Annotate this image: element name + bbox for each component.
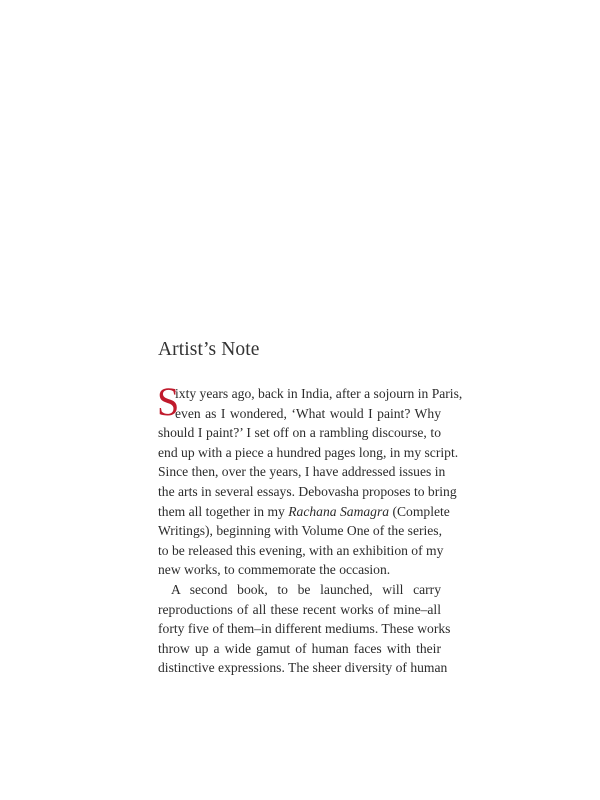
- paragraph-2-line-4: throw up a wide gamut of human faces with their: [158, 640, 441, 656]
- paragraph-1-line-2: even as I wondered, ‘What would I paint? Why: [175, 405, 441, 421]
- body-text: [157, 379, 463, 678]
- paragraph-2-line-3: forty five of them–in different mediums. These works: [158, 621, 451, 637]
- paragraph-2-line-1: A second book, to be launched, will carry: [171, 581, 441, 597]
- paragraph-1-line-1: S ixty years ago, back in India, after a sojourn in Paris,: [157, 379, 463, 424]
- paragraph-1-line-8: Writings), beginning with Volume One of the series,: [158, 523, 443, 539]
- book-title-italic: Rachana Samagra: [288, 503, 390, 519]
- paragraph-2-line-2: reproductions of all these recent works of mine–all: [158, 601, 441, 617]
- paragraph-1-line-4: end up with a piece a hundred pages long, in my script.: [158, 444, 459, 460]
- page-title: Artist’s Note: [158, 339, 260, 360]
- paragraph-1-line-7: [158, 502, 450, 522]
- paragraph-1-line-3: should I paint?’ I set off on a rambling discourse, to: [158, 425, 441, 441]
- paragraph-2-line-5: distinctive expressions. The sheer diversity of human: [158, 660, 448, 676]
- paragraph-1-line-9: to be released this evening, with an exhibition of my: [158, 542, 444, 558]
- paragraph-1-line-5: Since then, over the years, I have addressed issues in: [158, 464, 446, 480]
- line-7-text-b: (Complete: [389, 503, 450, 519]
- paragraph-1-line-6: the arts in several essays. Debovasha proposes to bring: [158, 483, 457, 499]
- paragraph-1-line-10: new works, to commemorate the occasion.: [158, 562, 391, 578]
- drop-cap: S: [157, 379, 180, 424]
- line-7-text-a: them all together in my: [158, 503, 289, 519]
